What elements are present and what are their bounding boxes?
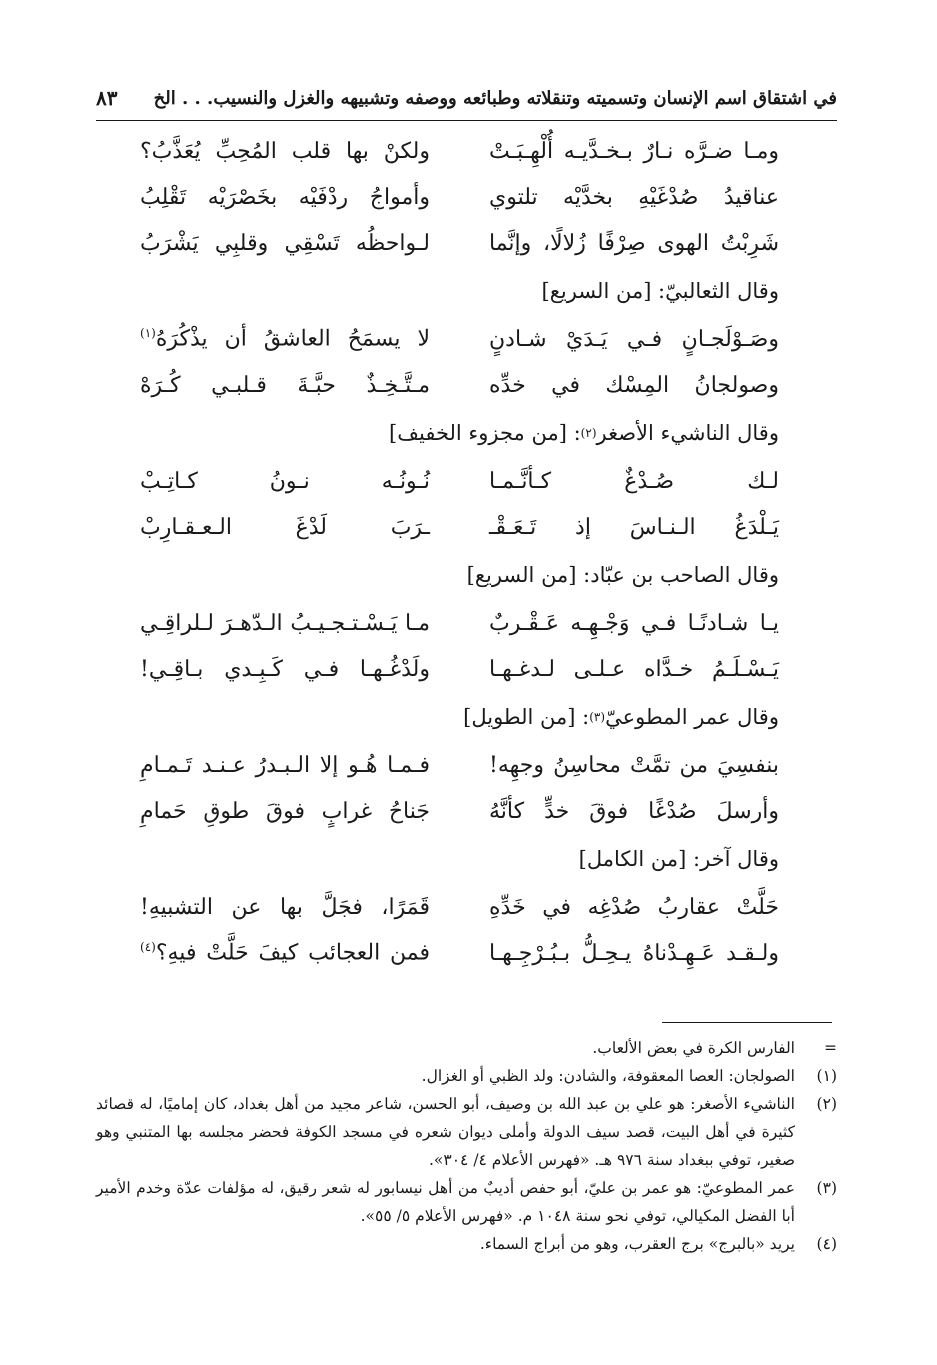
verse-line	[140, 504, 779, 550]
verse-first-hemistich: يَـلْدَغُ الـنـاسَ إذ تَـعَـقْـ	[489, 514, 779, 540]
poem-section	[140, 266, 779, 408]
verse-first-hemistich: لـك صُـدْغٌ كـأنَّـمـا	[489, 468, 779, 494]
footnote	[96, 1174, 837, 1230]
poem-section	[140, 834, 779, 976]
footnote-rule	[662, 1022, 832, 1023]
verse-line	[140, 128, 779, 174]
verse-line	[140, 174, 779, 220]
footnote	[96, 1230, 837, 1258]
poem-section	[140, 692, 779, 834]
footnote-mark: =	[824, 1039, 837, 1057]
footnote	[96, 1062, 837, 1090]
verse-line	[140, 742, 779, 788]
verse-line	[140, 646, 779, 692]
verse-line	[140, 220, 779, 266]
footnote-text: الفارس الكرة في بعض الألعاب.	[592, 1039, 795, 1057]
footnote-text: الصولجان: العصا المعقوفة، والشادن: ولد الظبي أو الغزال.	[421, 1067, 795, 1085]
poem-section	[140, 128, 779, 266]
verse-first-hemistich: ولـقـد عَـهِـدْناهُ يـحِـلُّ بـبُـرْجِـهـا	[489, 940, 779, 966]
footnote-ref: (١)	[140, 326, 156, 341]
footnote-text: يريد «بالبرج» برج العقرب، وهو من أبراج السماء.	[479, 1235, 795, 1253]
header-rule	[96, 120, 837, 121]
verse-first-hemistich: يَـسْـلَـمُ خـدَّاه عـلـى لـدغـهـا	[489, 656, 779, 682]
poem-section	[140, 408, 779, 550]
verse-line	[140, 884, 779, 930]
verse-line	[140, 600, 779, 646]
verse-second-hemistich: لـواحظُه تَسْقِي وقلبِي يَشْرَبُ	[140, 230, 430, 256]
verse-second-hemistich: مـا يَـسْـتـجـيـبُ الـدّهـرَ لـلراقِـي	[140, 610, 430, 636]
poem-intro: وقال الثعالبيّ: [من السريع]	[541, 279, 779, 303]
verse-second-hemistich	[140, 940, 430, 965]
verse-first-hemistich: عناقيدُ صُدْغَيْهِ بخدَّيْه تلتوي	[489, 184, 779, 210]
footnote	[96, 1090, 837, 1174]
verse-first-hemistich: وأرسلَ صُدْغًا فوقَ خدٍّ كأنَّهُ	[489, 798, 779, 824]
poem-intro: وقال الصاحب بن عبّاد: [من السريع]	[466, 563, 779, 587]
poem-intro	[140, 408, 779, 458]
footnote-mark: (٢)	[816, 1095, 837, 1113]
verse-first-hemistich: شَرِبْتُ الهوى صِرْفًا زُلالًا، وإنَّما	[489, 230, 779, 256]
verse-line	[140, 930, 779, 976]
verse-first-hemistich: حَلَّتْ عقاربُ صُدْغِه في خَدِّهِ	[489, 894, 779, 920]
verse-first-hemistich: ومـا ضـرَّه نـارٌ بـخـدَّيـه أُلْهِـبَـتْ	[489, 138, 779, 164]
poem-section	[140, 550, 779, 692]
verse-second-hemistich: نُـونُـه نـونُ كـاتِـبْ	[140, 468, 430, 494]
verse-first-hemistich: وصَـوْلَجـانٍ فـي يَـدَيْ شـادنٍ	[489, 326, 779, 352]
verse-first-hemistich: بنفسِيَ من تمَّتْ محاسِنُ وجهِه!	[489, 752, 779, 778]
verse-second-hemistich: ـرَبَ لَدْغَ الـعـقـارِبْ	[140, 514, 430, 540]
footnote-mark: (٤)	[816, 1235, 837, 1253]
verse-first-hemistich: وصولجانُ المِسْك في خدِّه	[489, 372, 779, 398]
running-header	[96, 80, 837, 116]
verse-second-hemistich: وأمواجُ ردْفَيْه بخَصْرَيْه تَقْلِبُ	[140, 184, 430, 210]
verse-second-hemistich: ولَدْغُـهـا فـي كَـبِـدي بـاقِـي!	[140, 656, 430, 682]
poem-meter: : [من مجزوء الخفيف]	[389, 421, 581, 445]
footnote-mark: (١)	[816, 1067, 837, 1085]
verse-line	[140, 788, 779, 834]
verse-line	[140, 316, 779, 362]
footnotes	[96, 1034, 837, 1258]
poem-intro	[140, 692, 779, 742]
footnote-ref: (٣)	[589, 710, 606, 724]
poem-intro-text: وقال عمر المطوعيّ	[605, 705, 779, 729]
verse-second-hemistich	[140, 326, 430, 351]
verse-second-hemistich: مـتَّـخِـذٌ حبَّـةَ قـلبـي كُـرَهْ	[140, 372, 430, 398]
poem-body	[140, 128, 779, 976]
footnote	[96, 1034, 837, 1062]
running-title: في اشتقاق اسم الإنسان وتسميته وتنقلاته وطبائعه ووصفه وتشبيهه والغزل والنسيب. . . الخ	[153, 87, 837, 109]
hemistich-text: لا يسمَحُ العاشقُ أن يذْكُرَهُ	[155, 326, 430, 352]
verse-line	[140, 362, 779, 408]
hemistich-text: فمن العجائب كيفَ حَلَّتْ فيهِ؟	[155, 940, 430, 966]
footnote-mark: (٣)	[816, 1179, 837, 1197]
page-number: ٨٣	[96, 86, 118, 110]
footnote-text: الناشيء الأصغر: هو علي بن عبد الله بن وصيف، أبو الحسن، شاعر مجيد من أهل بغداد، كان إماميًا، له قصائد كثيرة في أهل البيت، قصد سيف الدولة وأملى ديوان شعره في مسجد الكوفة فحضر مجلسه بها المتنبي وهو صغير، توفي ببغداد سنة ٩٧٦ هـ. «فهرس الأعلام ٤/ ٣٠٤».	[96, 1095, 795, 1169]
poem-intro: وقال آخر: [من الكامل]	[578, 847, 779, 871]
footnote-ref: (٤)	[140, 940, 156, 955]
verse-second-hemistich: فـمـا هُـو إلا الـبـدرُ عـنـد تَـمـامِ	[140, 752, 430, 778]
verse-second-hemistich: ولكنْ بها قلب المُحِبِّ يُعَذَّبُ؟	[140, 138, 430, 164]
poem-meter: : [من الطويل]	[463, 705, 590, 729]
verse-second-hemistich: قَمَرًا، فجَلَّ بها عن التشبيهِ!	[140, 894, 430, 920]
verse-second-hemistich: جَناحُ غرابٍ فوقَ طوقِ حَمامِ	[140, 798, 430, 824]
verse-line	[140, 458, 779, 504]
footnote-text: عمر المطوعيّ: هو عمر بن عليّ، أبو حفص أديبٌ من أهل نيسابور له شعر رقيق، له مؤلفات عدّة وخدم الأمير أبا الفضل المكيالي، توفي نحو سنة ١٠٤٨ م. «فهرس الأعلام ٥/ ٥٥».	[96, 1179, 795, 1225]
verse-first-hemistich: يـا شـادنًـا فـي وَجْـهِـه عَـقْـربٌ	[489, 610, 779, 636]
poem-intro-text: وقال الناشيء الأصغر	[596, 421, 779, 445]
footnote-ref: (٢)	[580, 426, 597, 440]
